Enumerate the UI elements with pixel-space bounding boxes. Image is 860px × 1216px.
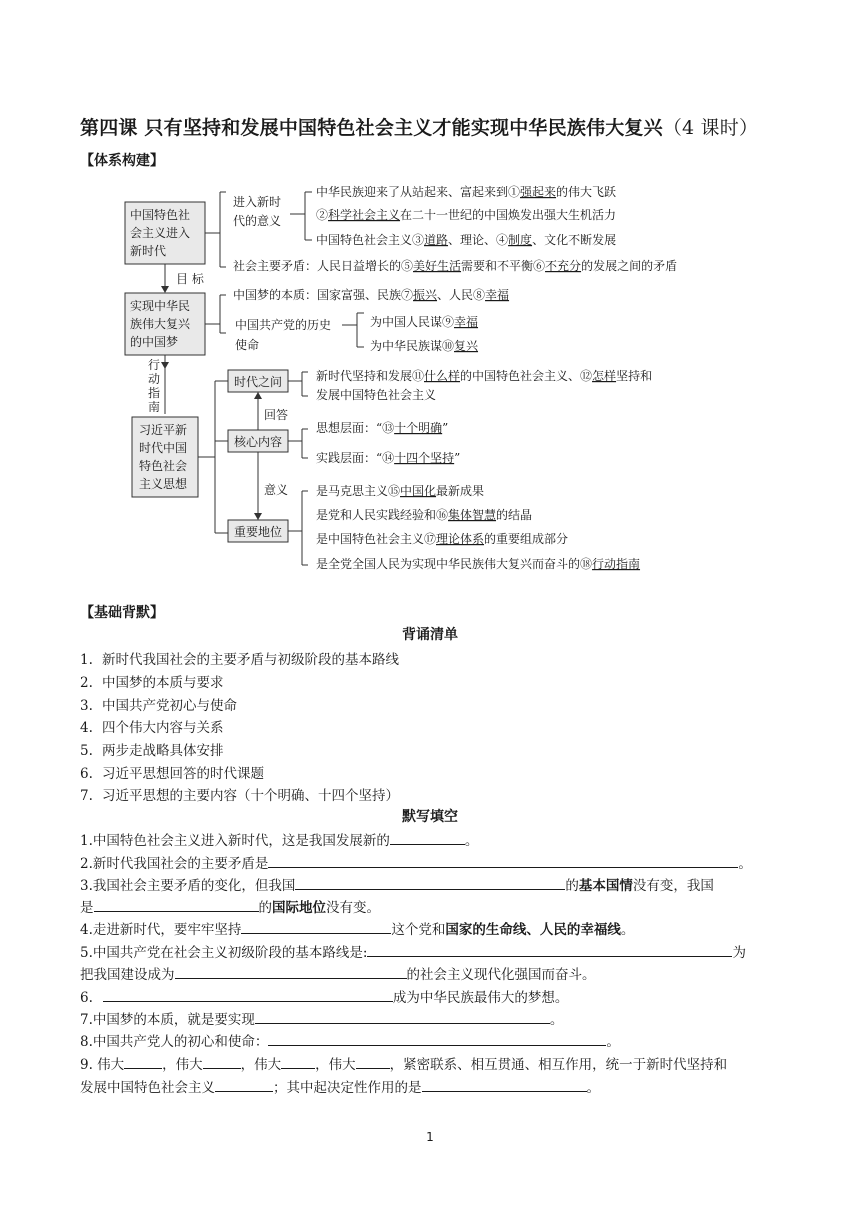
box-new-era-line2: 会主义进入 — [130, 226, 191, 240]
page-title: 第四课 只有坚持和发展中国特色社会主义才能实现中华民族伟大复兴（4 课时） — [80, 117, 759, 139]
significance-item-2: ②科学社会主义在二十一世纪的中国焕发出强大生机活力 — [316, 208, 617, 222]
box-new-era-line1: 中国特色社 — [130, 208, 191, 222]
era-question-line2: 发展中国特色社会主义 — [316, 388, 437, 402]
arrow-guide-4: 南 — [148, 400, 161, 414]
answer-blank[interactable] — [94, 897, 259, 912]
box-core-content-text: 核心内容 — [234, 435, 283, 449]
question-9-line1: 9. 伟大 ，伟大 ，伟大 ，伟大 ，紧密联系、相互贯通、相互作用，统一于新时代坚持和 — [80, 1053, 727, 1073]
box-new-era-line3: 新时代 — [130, 244, 167, 258]
question-5-line2: 把我国建设成为 的社会主义现代化强国而奋斗。 — [80, 963, 596, 983]
concept-diagram — [120, 178, 740, 578]
answer-blank[interactable] — [422, 1077, 587, 1092]
status-item-3: 是中国特色社会主义⑰理论体系的重要组成部分 — [316, 532, 569, 546]
arrow-goal-label: 目 标 — [176, 272, 204, 286]
list-item: 3. 中国共产党初心与使命 — [80, 698, 237, 714]
section-heading-basics: 【基础背默】 — [80, 605, 164, 621]
box-xi-line1: 习近平新 — [139, 423, 188, 437]
question-9-line2: 发展中国特色社会主义 ；其中起决定性作用的是 。 — [80, 1076, 600, 1096]
question-3-line1: 3.我国社会主要矛盾的变化，但我国 的基本国情没有变，我国 — [80, 874, 714, 894]
answer-blank[interactable] — [124, 1054, 162, 1069]
question-1: 1.中国特色社会主义进入新时代，这是我国发展新的 。 — [80, 829, 478, 849]
mission-item-1: 为中国人民谋⑨幸福 — [370, 315, 479, 329]
answer-label: 回答 — [264, 408, 289, 422]
mission-item-2: 为中华民族谋⑩复兴 — [370, 339, 479, 353]
core-item-1: 思想层面：“⑬十个明确” — [316, 421, 449, 435]
list-item: 5. 两步走战略具体安排 — [80, 743, 224, 759]
list-item: 6. 习近平思想回答的时代课题 — [80, 766, 264, 782]
question-7: 7.中国梦的本质，就是要实现 。 — [80, 1008, 563, 1028]
question-2: 2.新时代我国社会的主要矛盾是 。 — [80, 852, 752, 872]
box-xi-line4: 主义思想 — [139, 477, 188, 491]
box-xi-line2: 时代中国 — [139, 441, 188, 455]
meaning-label: 意义 — [264, 483, 289, 497]
answer-blank[interactable] — [268, 853, 738, 868]
question-8: 8.中国共产党人的初心和使命： 。 — [80, 1030, 620, 1050]
box-era-question-text: 时代之问 — [234, 375, 283, 389]
significance-label-1: 进入新时 — [233, 195, 282, 209]
arrow-guide-1: 行 — [148, 358, 161, 372]
answer-blank[interactable] — [241, 919, 391, 934]
section-heading-structure: 【体系构建】 — [80, 153, 164, 169]
contradiction-text: 社会主要矛盾：人民日益增长的⑤美好生活需要和不平衡⑥不充分的发展之间的矛盾 — [233, 259, 678, 273]
dream-essence-text: 中国梦的本质：国家富强、民族⑦振兴、人民⑧幸福 — [233, 288, 510, 302]
arrow-guide-2: 动 — [148, 372, 161, 386]
question-4: 4.走进新时代，要牢牢坚持 这个党和国家的生命线、人民的幸福线。 — [80, 918, 634, 938]
mission-label-2: 使命 — [235, 338, 260, 352]
significance-label-2: 代的意义 — [233, 214, 282, 228]
list-item: 7. 习近平思想的主要内容（十个明确、十四个坚持） — [80, 788, 399, 804]
page-number: 1 — [426, 1130, 434, 1144]
list-item: 1. 新时代我国社会的主要矛盾与初级阶段的基本路线 — [80, 652, 399, 668]
answer-blank[interactable] — [390, 830, 465, 845]
box-xi-line3: 特色社会 — [139, 459, 188, 473]
box-dream-line2: 族伟大复兴 — [130, 317, 191, 331]
arrow-guide-3: 指 — [148, 386, 161, 400]
status-item-4: 是全党全国人民为实现中华民族伟大复兴而奋斗的⑱行动指南 — [316, 557, 641, 571]
answer-blank[interactable] — [203, 1054, 241, 1069]
status-item-1: 是马克思主义⑮中国化最新成果 — [316, 484, 485, 498]
list-item: 2. 中国梦的本质与要求 — [80, 675, 224, 691]
core-item-2: 实践层面：“⑭十四个坚持” — [316, 451, 461, 465]
list-item: 4. 四个伟大内容与关系 — [80, 720, 224, 736]
significance-item-1: 中华民族迎来了从站起来、富起来到①强起来的伟大飞跃 — [316, 185, 617, 199]
question-6: 6. 成为中华民族最伟大的梦想。 — [80, 986, 568, 1006]
answer-blank[interactable] — [103, 987, 393, 1002]
answer-blank[interactable] — [215, 1077, 273, 1092]
box-dream-line1: 实现中华民 — [130, 299, 191, 313]
box-dream-line3: 的中国梦 — [130, 335, 179, 349]
mission-label-1: 中国共产党的历史 — [235, 318, 332, 332]
box-important-status-text: 重要地位 — [234, 525, 283, 539]
answer-blank[interactable] — [295, 875, 565, 890]
question-5-line1: 5.中国共产党在社会主义初级阶段的基本路线是: 为 — [80, 941, 746, 961]
recite-list-title: 背诵清单 — [402, 627, 458, 643]
significance-item-3: 中国特色社会主义③道路、理论、④制度、文化不断发展 — [316, 233, 617, 247]
fill-in-title: 默写填空 — [402, 809, 458, 825]
answer-blank[interactable] — [175, 964, 407, 979]
era-question-line1: 新时代坚持和发展⑪什么样的中国特色社会主义、⑫怎样坚持和 — [316, 369, 653, 383]
answer-blank[interactable] — [268, 1031, 606, 1046]
answer-blank[interactable] — [356, 1054, 390, 1069]
question-3-line2: 是 的国际地位没有变。 — [80, 896, 380, 916]
answer-blank[interactable] — [255, 1009, 550, 1024]
status-item-2: 是党和人民实践经验和⑯集体智慧的结晶 — [316, 508, 533, 522]
answer-blank[interactable] — [281, 1054, 315, 1069]
answer-blank[interactable] — [367, 942, 732, 957]
